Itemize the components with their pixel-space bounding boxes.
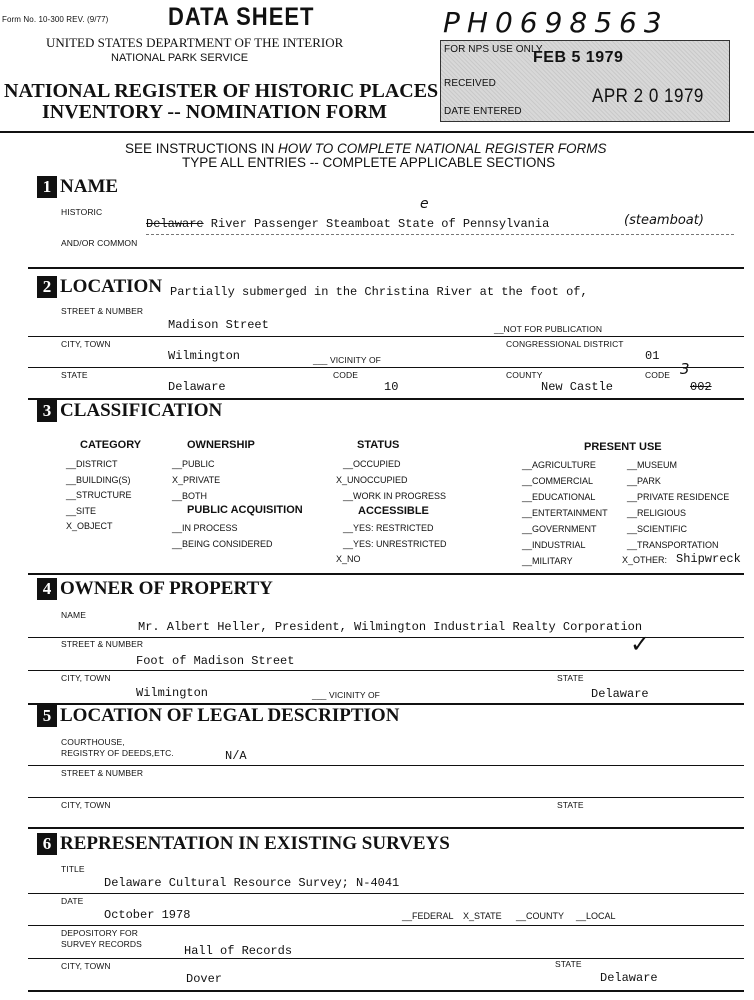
state-label: STATE (61, 370, 88, 380)
checkbox-industrial: __INDUSTRIAL (522, 540, 586, 550)
county-code-label: CODE (645, 370, 670, 380)
checkbox-military: __MILITARY (522, 556, 573, 566)
checkbox-yes-unrestricted: __YES: UNRESTRICTED (343, 539, 447, 549)
check-mark: ✓ (630, 630, 651, 658)
checkbox-other: X_OTHER: (622, 555, 668, 565)
field-line (28, 367, 744, 368)
other-value: Shipwreck (676, 552, 741, 566)
street-label: STREET & NUMBER (61, 306, 144, 316)
section-owner-heading (37, 578, 273, 600)
owner-street-label: STREET & NUMBER (61, 639, 144, 649)
nps-use-label: FOR NPS USE ONLY (444, 44, 543, 55)
common-label: AND/OR COMMON (61, 238, 138, 248)
checkbox-object: X_OBJECT (66, 521, 113, 531)
section-divider (28, 573, 744, 575)
owner-name-label: NAME (61, 610, 86, 620)
location-description: Partially submerged in the Christina River at the foot of, (170, 285, 588, 299)
data-sheet-stamp: DATA SHEET (168, 2, 315, 31)
checkbox-federal: __FEDERAL (402, 911, 454, 921)
section-divider (28, 990, 744, 992)
field-line (28, 958, 744, 959)
depository-label: DEPOSITORY FOR (61, 928, 138, 938)
checkbox-educational: __EDUCATIONAL (522, 492, 596, 502)
handwritten-county-code: 3 (680, 360, 690, 378)
form-title-line2: INVENTORY -- NOMINATION FORM (42, 101, 388, 123)
section-number: 3 (37, 400, 57, 422)
checkbox-district: __DISTRICT (66, 459, 118, 469)
section-number: 6 (37, 833, 57, 855)
checkbox-commercial: __COMMERCIAL (522, 476, 594, 486)
section-name-heading (37, 176, 118, 198)
owner-state-label: STATE (557, 673, 584, 683)
form-title-line1: NATIONAL REGISTER OF HISTORIC PLACES (4, 80, 439, 102)
checkbox-private-residence: __PRIVATE RESIDENCE (627, 492, 730, 502)
checkbox-no: X_NO (336, 554, 361, 564)
reference-number: PH0698563 (443, 6, 669, 39)
form-number: Form No. 10-300 REV. (9/77) (2, 15, 109, 24)
state-value: Delaware (168, 380, 226, 394)
checkbox-both: __BOTH (172, 491, 208, 501)
owner-name-value: Mr. Albert Heller, President, Wilmington Industrial Realty Corporation (138, 620, 643, 634)
checkbox-in-process: __IN PROCESS (172, 523, 238, 533)
checkbox-scientific: __SCIENTIFIC (627, 524, 688, 534)
legal-city-label: CITY, TOWN (61, 800, 111, 810)
checkbox-entertainment: __ENTERTAINMENT (522, 508, 608, 518)
service-name: NATIONAL PARK SERVICE (111, 52, 249, 64)
section-surveys-heading (37, 833, 450, 855)
checkbox-structure: __STRUCTURE (66, 490, 132, 500)
checkbox-park: __PARK (627, 476, 661, 486)
section-title: CLASSIFICATION (60, 400, 223, 421)
checkbox-museum: __MUSEUM (627, 460, 678, 470)
field-line (28, 797, 744, 798)
historic-name-value: Delaware River Passenger Steamboat State of Pennsylvania (146, 217, 550, 231)
survey-title-label: TITLE (61, 864, 85, 874)
survey-title-value: Delaware Cultural Resource Survey; N-4041 (104, 876, 400, 890)
registry-label: REGISTRY OF DEEDS,ETC. (61, 748, 174, 758)
owner-state-value: Delaware (591, 687, 649, 701)
checkbox-site: __SITE (66, 506, 97, 516)
ownership-heading: OWNERSHIP (187, 439, 255, 451)
received-stamp-top: FEB 5 1979 (533, 49, 624, 66)
checkbox-county: __COUNTY (516, 911, 565, 921)
section-location-heading (37, 276, 162, 298)
courthouse-value: N/A (225, 749, 247, 763)
section-title: OWNER OF PROPERTY (60, 578, 273, 599)
owner-street-value: Foot of Madison Street (136, 654, 295, 668)
checkbox-private: X_PRIVATE (172, 475, 221, 485)
checkbox-yes-restricted: __YES: RESTRICTED (343, 523, 434, 533)
checkbox-public: __PUBLIC (172, 459, 215, 469)
congressional-value: 01 (645, 349, 660, 363)
handwritten-insert: e (420, 196, 429, 212)
section-legal-heading (37, 705, 399, 727)
field-line (28, 925, 744, 926)
courthouse-label: COURTHOUSE, (61, 737, 125, 747)
checkbox-occupied: __OCCUPIED (343, 459, 401, 469)
state-code: 10 (384, 380, 399, 394)
section-number: 5 (37, 705, 57, 727)
checkbox-unoccupied: X_UNOCCUPIED (336, 475, 408, 485)
checkbox-local: __LOCAL (576, 911, 616, 921)
department-name: UNITED STATES DEPARTMENT OF THE INTERIOR (46, 35, 344, 50)
survey-city-label: CITY, TOWN (61, 961, 111, 971)
section-divider (28, 827, 744, 829)
instructions-title: HOW TO COMPLETE NATIONAL REGISTER FORMS (278, 141, 607, 156)
county-value: New Castle (541, 380, 614, 394)
city-label: CITY, TOWN (61, 339, 111, 349)
survey-state-value: Delaware (600, 971, 658, 985)
county-label: COUNTY (506, 370, 543, 380)
checkbox-transportation: __TRANSPORTATION (627, 540, 719, 550)
checkbox-government: __GOVERNMENT (522, 524, 597, 534)
present-use-heading: PRESENT USE (584, 441, 662, 453)
checkbox-work-in-progress: __WORK IN PROGRESS (343, 491, 447, 501)
header-rule (0, 131, 754, 133)
section-classification-heading (37, 400, 222, 422)
date-entered-label: DATE ENTERED (444, 106, 522, 117)
survey-date-label: DATE (61, 896, 84, 906)
section-number: 4 (37, 578, 57, 600)
depository-value: Hall of Records (184, 944, 293, 958)
historic-label: HISTORIC (61, 207, 103, 217)
field-line (146, 234, 734, 235)
survey-records-label: SURVEY RECORDS (61, 939, 142, 949)
not-for-publication: __NOT FOR PUBLICATION (494, 324, 603, 334)
legal-state-label: STATE (557, 800, 584, 810)
handwritten-note: (steamboat) (624, 213, 704, 228)
congressional-label: CONGRESSIONAL DISTRICT (506, 339, 624, 349)
field-line (28, 670, 744, 671)
category-heading: CATEGORY (80, 439, 142, 451)
section-number: 2 (37, 276, 57, 298)
survey-date-value: October 1978 (104, 908, 191, 922)
instructions-line1: SEE INSTRUCTIONS IN HOW TO COMPLETE NATIONAL REGISTER FORMS (125, 141, 607, 156)
owner-vicinity-label: ___ VICINITY OF (312, 690, 380, 700)
field-line (28, 765, 744, 766)
accessible-heading: ACCESSIBLE (358, 505, 429, 517)
owner-city-label: CITY, TOWN (61, 673, 111, 683)
acquisition-heading: PUBLIC ACQUISITION (187, 504, 303, 516)
status-heading: STATUS (357, 439, 400, 451)
section-number: 1 (37, 176, 57, 198)
owner-city-value: Wilmington (136, 686, 209, 700)
section-title: LOCATION OF LEGAL DESCRIPTION (60, 705, 400, 726)
section-title: LOCATION (60, 276, 163, 297)
survey-state-label: STATE (555, 959, 582, 969)
checkbox-buildings: __BUILDING(S) (66, 475, 131, 485)
section-title: REPRESENTATION IN EXISTING SURVEYS (60, 833, 450, 854)
legal-street-label: STREET & NUMBER (61, 768, 144, 778)
instructions-line2: TYPE ALL ENTRIES -- COMPLETE APPLICABLE SECTIONS (182, 155, 556, 170)
section-title: NAME (60, 176, 119, 197)
received-stamp-date: APR 2 0 1979 (592, 84, 704, 107)
county-code-struck: 002 (690, 380, 712, 394)
street-value: Madison Street (168, 318, 269, 332)
checkbox-being-considered: __BEING CONSIDERED (172, 539, 273, 549)
vicinity-label: ___ VICINITY OF (313, 355, 381, 365)
checkbox-state: X_STATE (463, 911, 502, 921)
received-label: RECEIVED (444, 78, 496, 89)
checkbox-agriculture: __AGRICULTURE (522, 460, 596, 470)
struck-word: Delaware (146, 217, 204, 231)
city-value: Wilmington (168, 349, 241, 363)
survey-city-value: Dover (186, 972, 223, 986)
code-label: CODE (333, 370, 358, 380)
field-line (28, 893, 744, 894)
section-divider (28, 267, 744, 269)
field-line (28, 336, 744, 337)
checkbox-religious: __RELIGIOUS (627, 508, 687, 518)
